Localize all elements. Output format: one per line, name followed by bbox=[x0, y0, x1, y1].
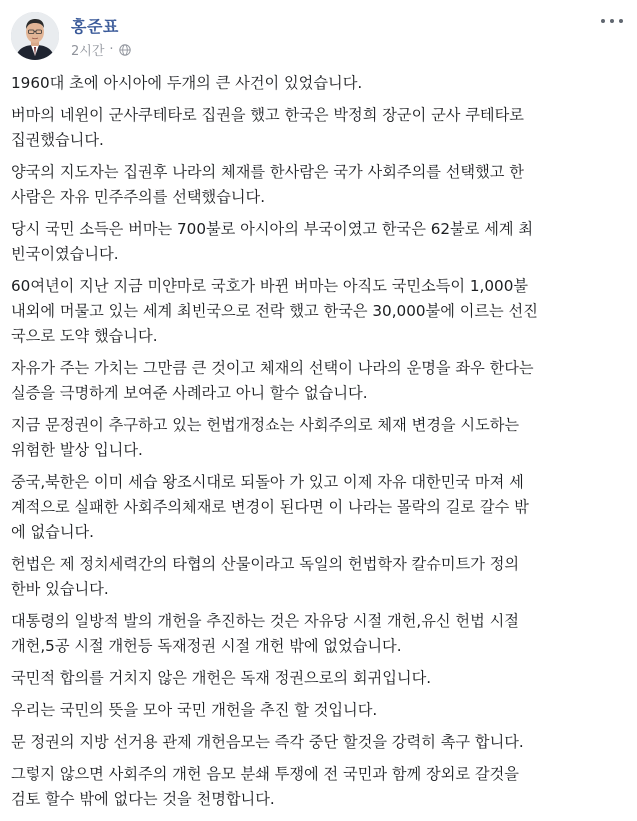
post-paragraph: 국민적 합의를 거치지 않은 개헌은 독재 정권으로의 회귀입니다. bbox=[11, 669, 432, 687]
post-paragraph: 버마의 네윈이 군사쿠테타로 집권을 했고 한국은 박정희 장군이 군사 쿠테타로 집권했습니다. bbox=[11, 106, 524, 149]
post-paragraph: 자유가 주는 가치는 그만큼 큰 것이고 체재의 선택이 나라의 운명을 좌우 한다는 실증을 극명하게 보여준 사례라고 아니 할수 없습니다. bbox=[11, 359, 534, 402]
post-paragraph: 지금 문정권이 추구하고 있는 헌법개정쇼는 사회주의로 체재 변경을 시도하는 위험한 발상 입니다. bbox=[11, 416, 520, 459]
more-options-icon[interactable] bbox=[601, 14, 623, 28]
post-paragraph: 대통령의 일방적 발의 개헌을 추진하는 것은 자유당 시절 개헌,유신 헌법 시절 개헌,5공 시절 개헌등 독재정권 시절 개헌 밖에 없었습니다. bbox=[11, 612, 519, 655]
post-paragraph: 1960대 초에 아시아에 두개의 큰 사건이 있었습니다. bbox=[11, 74, 363, 92]
post-paragraph: 우리는 국민의 뜻을 모아 국민 개헌을 추진 할 것입니다. bbox=[11, 701, 378, 719]
post-body bbox=[11, 71, 625, 812]
meta-separator: · bbox=[109, 42, 114, 57]
post-paragraph: 60여년이 지난 지금 미얀마로 국호가 바뀐 버마는 아직도 국민소득이 1,000불 내외에 머물고 있는 세계 최빈국으로 전락 했고 한국은 30,000불에 이르는 선진 국으로 도약 했습니다. bbox=[11, 277, 538, 345]
post-paragraph: 헌법은 제 정치세력간의 타협의 산물이라고 독일의 헌법학자 칼슈미트가 정의 한바 있습니다. bbox=[11, 555, 520, 598]
post-meta bbox=[71, 40, 131, 59]
globe-icon bbox=[119, 44, 131, 56]
profile-photo-icon bbox=[11, 12, 59, 60]
post-paragraph: 양국의 지도자는 집권후 나라의 체재를 한사람은 국가 사회주의를 선택했고 한 사람은 자유 민주주의를 선택했습니다. bbox=[11, 163, 524, 206]
post-header bbox=[11, 0, 625, 68]
post-paragraph: 그렇지 않으면 사회주의 개헌 음모 분쇄 투쟁에 전 국민과 함께 장외로 갈것을 검토 할수 밖에 없다는 것을 천명합니다. bbox=[11, 765, 519, 808]
post-paragraph: 중국,북한은 이미 세습 왕조시대로 되돌아 가 있고 이제 자유 대한민국 마져 세 계적으로 실패한 사회주의체재로 변경이 된다면 이 나라는 몰락의 길로 갈수 밖 에 없습니다. bbox=[11, 473, 529, 541]
post-time[interactable]: 2시간 bbox=[71, 44, 105, 59]
avatar[interactable] bbox=[11, 12, 59, 60]
post-paragraph: 당시 국민 소득은 버마는 700불로 아시아의 부국이였고 한국은 62불로 세계 최 빈국이였습니다. bbox=[11, 220, 534, 263]
author-name[interactable]: 홍준표 bbox=[71, 17, 119, 36]
post-paragraph: 문 정권의 지방 선거용 관제 개헌음모는 즉각 중단 할것을 강력히 촉구 합니다. bbox=[11, 733, 524, 751]
